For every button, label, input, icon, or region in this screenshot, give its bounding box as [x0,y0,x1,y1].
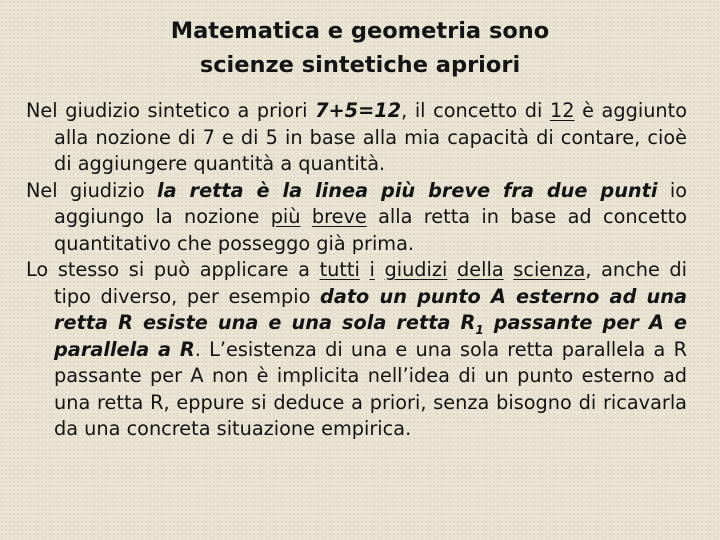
underlined-word: breve [311,205,367,228]
example-text: dato un punto A esterno ad una retta R esiste una e una sola retta R [54,284,687,334]
subscript: 1 [475,322,484,337]
example-text: passante per A e parallela a R [54,311,687,361]
paragraph-arithmetic [26,98,687,178]
text: Lo stesso si può applicare a [26,258,320,281]
underlined-word: giudizi [384,258,448,281]
emphasized-phrase: la retta è la linea più breve fra due punti [157,178,658,202]
text: io aggiungo la nozione [54,178,687,228]
text: , anche di tipo diverso, per esempio [54,258,688,308]
text: è aggiunto alla nozione di 7 e di 5 in base alla mia capacità di contare, cioè di aggiungere quantità a quantità. [54,99,687,175]
slide-title [0,14,720,82]
text: alla retta in base ad concetto quantitativo che posseggo già prima. [54,205,687,255]
underlined-word: più [270,205,301,228]
underlined-word: tutti [319,258,360,281]
title-line-2: scienze sintetiche apriori [199,52,521,78]
underlined-number: 12 [549,99,575,122]
underlined-word: i [369,258,375,281]
equation: 7+5=12 [315,99,402,122]
text: . L’esistenza di una e una sola retta parallela a R passante per A non è implicita nell’idea di un punto esterno ad una retta R, eppure si deduce a priori, senza bisogno di ricavarla da una concreta situazione empirica. [54,337,687,440]
text: , il concetto di [401,99,550,122]
paragraph-geometry [26,178,687,258]
text: Nel giudizio sintetico a priori [26,99,316,122]
title-line-1: Matematica e geometria sono [170,18,550,44]
paragraph-science [26,257,687,443]
underlined-word: della [457,258,504,281]
slide-body [26,98,687,443]
underlined-word: scienza [513,258,586,281]
text: Nel giudizio [26,178,158,202]
